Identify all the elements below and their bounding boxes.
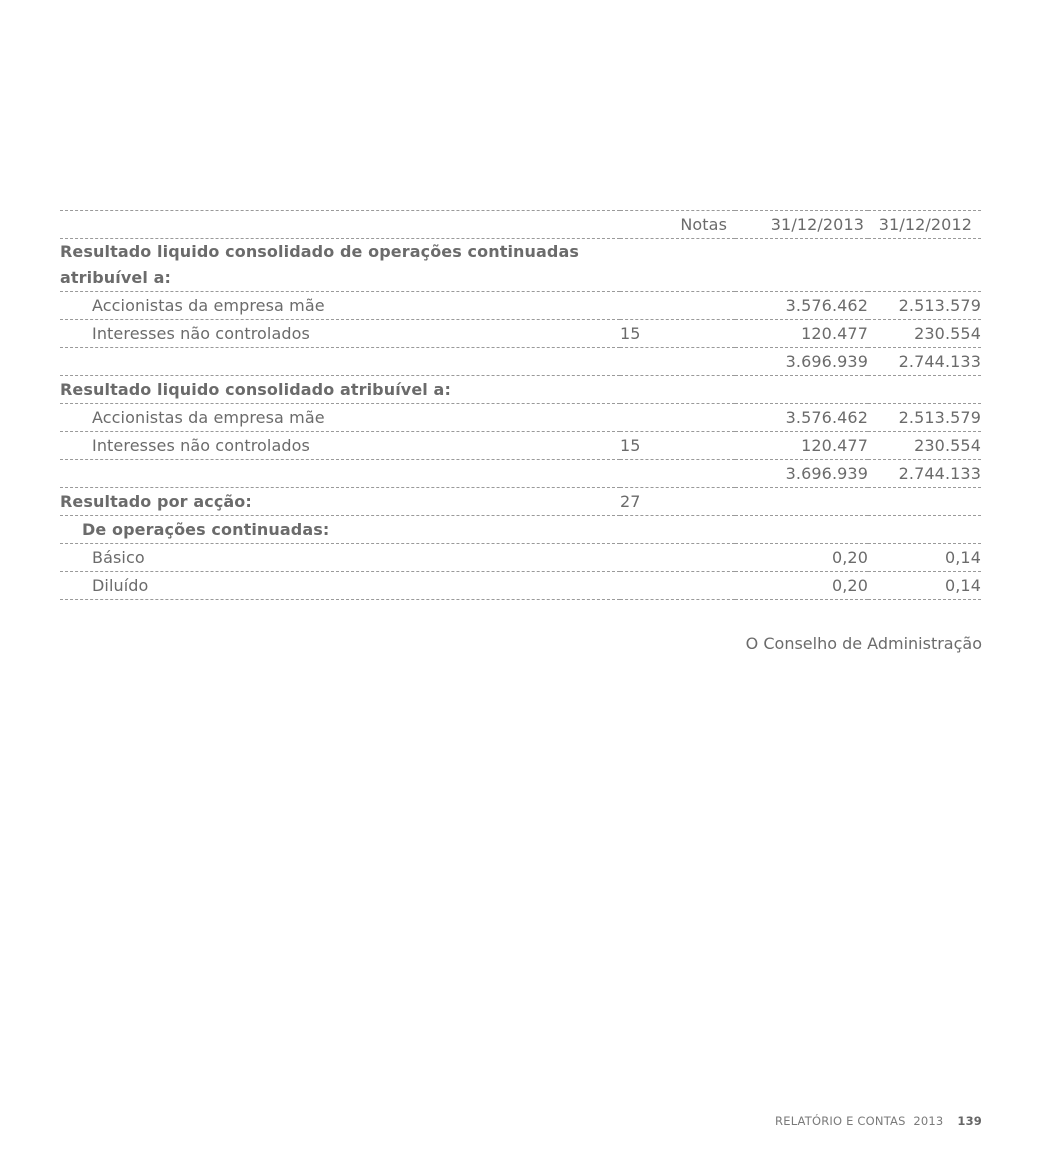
row-label: Accionistas da empresa mãe <box>60 292 620 320</box>
table-row <box>60 572 981 600</box>
total-row <box>60 460 981 488</box>
total-2012: 2.744.133 <box>868 460 981 488</box>
earnings-table <box>60 210 981 600</box>
header-label <box>60 211 620 239</box>
total-2012: 2.744.133 <box>868 348 981 376</box>
total-2013: 3.696.939 <box>735 460 868 488</box>
page-footer <box>775 1112 982 1130</box>
page-number: 139 <box>957 1114 982 1128</box>
section3-title: Resultado por acção: <box>60 488 620 516</box>
row-nota <box>620 404 735 432</box>
row-value-2012: 0,14 <box>868 544 981 572</box>
section3-subtitle: De operações continuadas: <box>60 516 620 544</box>
row-value-2012: 2.513.579 <box>868 292 981 320</box>
row-nota: 15 <box>620 432 735 460</box>
table-row <box>60 404 981 432</box>
table-row <box>60 320 981 348</box>
section1-title: Resultado liquido consolidado de operações continuadas atribuível a: <box>60 239 620 292</box>
header-notas: Notas <box>620 211 735 239</box>
row-value-2013: 3.576.462 <box>735 292 868 320</box>
table-row <box>60 432 981 460</box>
header-2012: 31/12/2012 <box>868 211 981 239</box>
section-title-row <box>60 488 981 516</box>
table-header-row <box>60 211 981 239</box>
row-value-2013: 0,20 <box>735 572 868 600</box>
row-value-2013: 3.576.462 <box>735 404 868 432</box>
signature-text: O Conselho de Administração <box>745 634 982 653</box>
row-value-2013: 120.477 <box>735 432 868 460</box>
section-title-row <box>60 239 981 292</box>
row-label: Diluído <box>60 572 620 600</box>
section-title-row <box>60 376 981 404</box>
table-row <box>60 544 981 572</box>
subsection-title-row <box>60 516 981 544</box>
row-value-2013: 120.477 <box>735 320 868 348</box>
row-value-2013: 0,20 <box>735 544 868 572</box>
section2-title: Resultado liquido consolidado atribuível a: <box>60 376 620 404</box>
row-label: Interesses não controlados <box>60 320 620 348</box>
total-row <box>60 348 981 376</box>
row-value-2012: 2.513.579 <box>868 404 981 432</box>
row-nota <box>620 292 735 320</box>
footer-title: RELATÓRIO E CONTAS 2013 <box>775 1114 944 1128</box>
total-2013: 3.696.939 <box>735 348 868 376</box>
row-nota: 15 <box>620 320 735 348</box>
row-value-2012: 230.554 <box>868 432 981 460</box>
section3-nota: 27 <box>620 488 735 516</box>
header-2013: 31/12/2013 <box>735 211 868 239</box>
row-value-2012: 230.554 <box>868 320 981 348</box>
row-label: Accionistas da empresa mãe <box>60 404 620 432</box>
row-value-2012: 0,14 <box>868 572 981 600</box>
row-label: Interesses não controlados <box>60 432 620 460</box>
table-row <box>60 292 981 320</box>
row-label: Básico <box>60 544 620 572</box>
